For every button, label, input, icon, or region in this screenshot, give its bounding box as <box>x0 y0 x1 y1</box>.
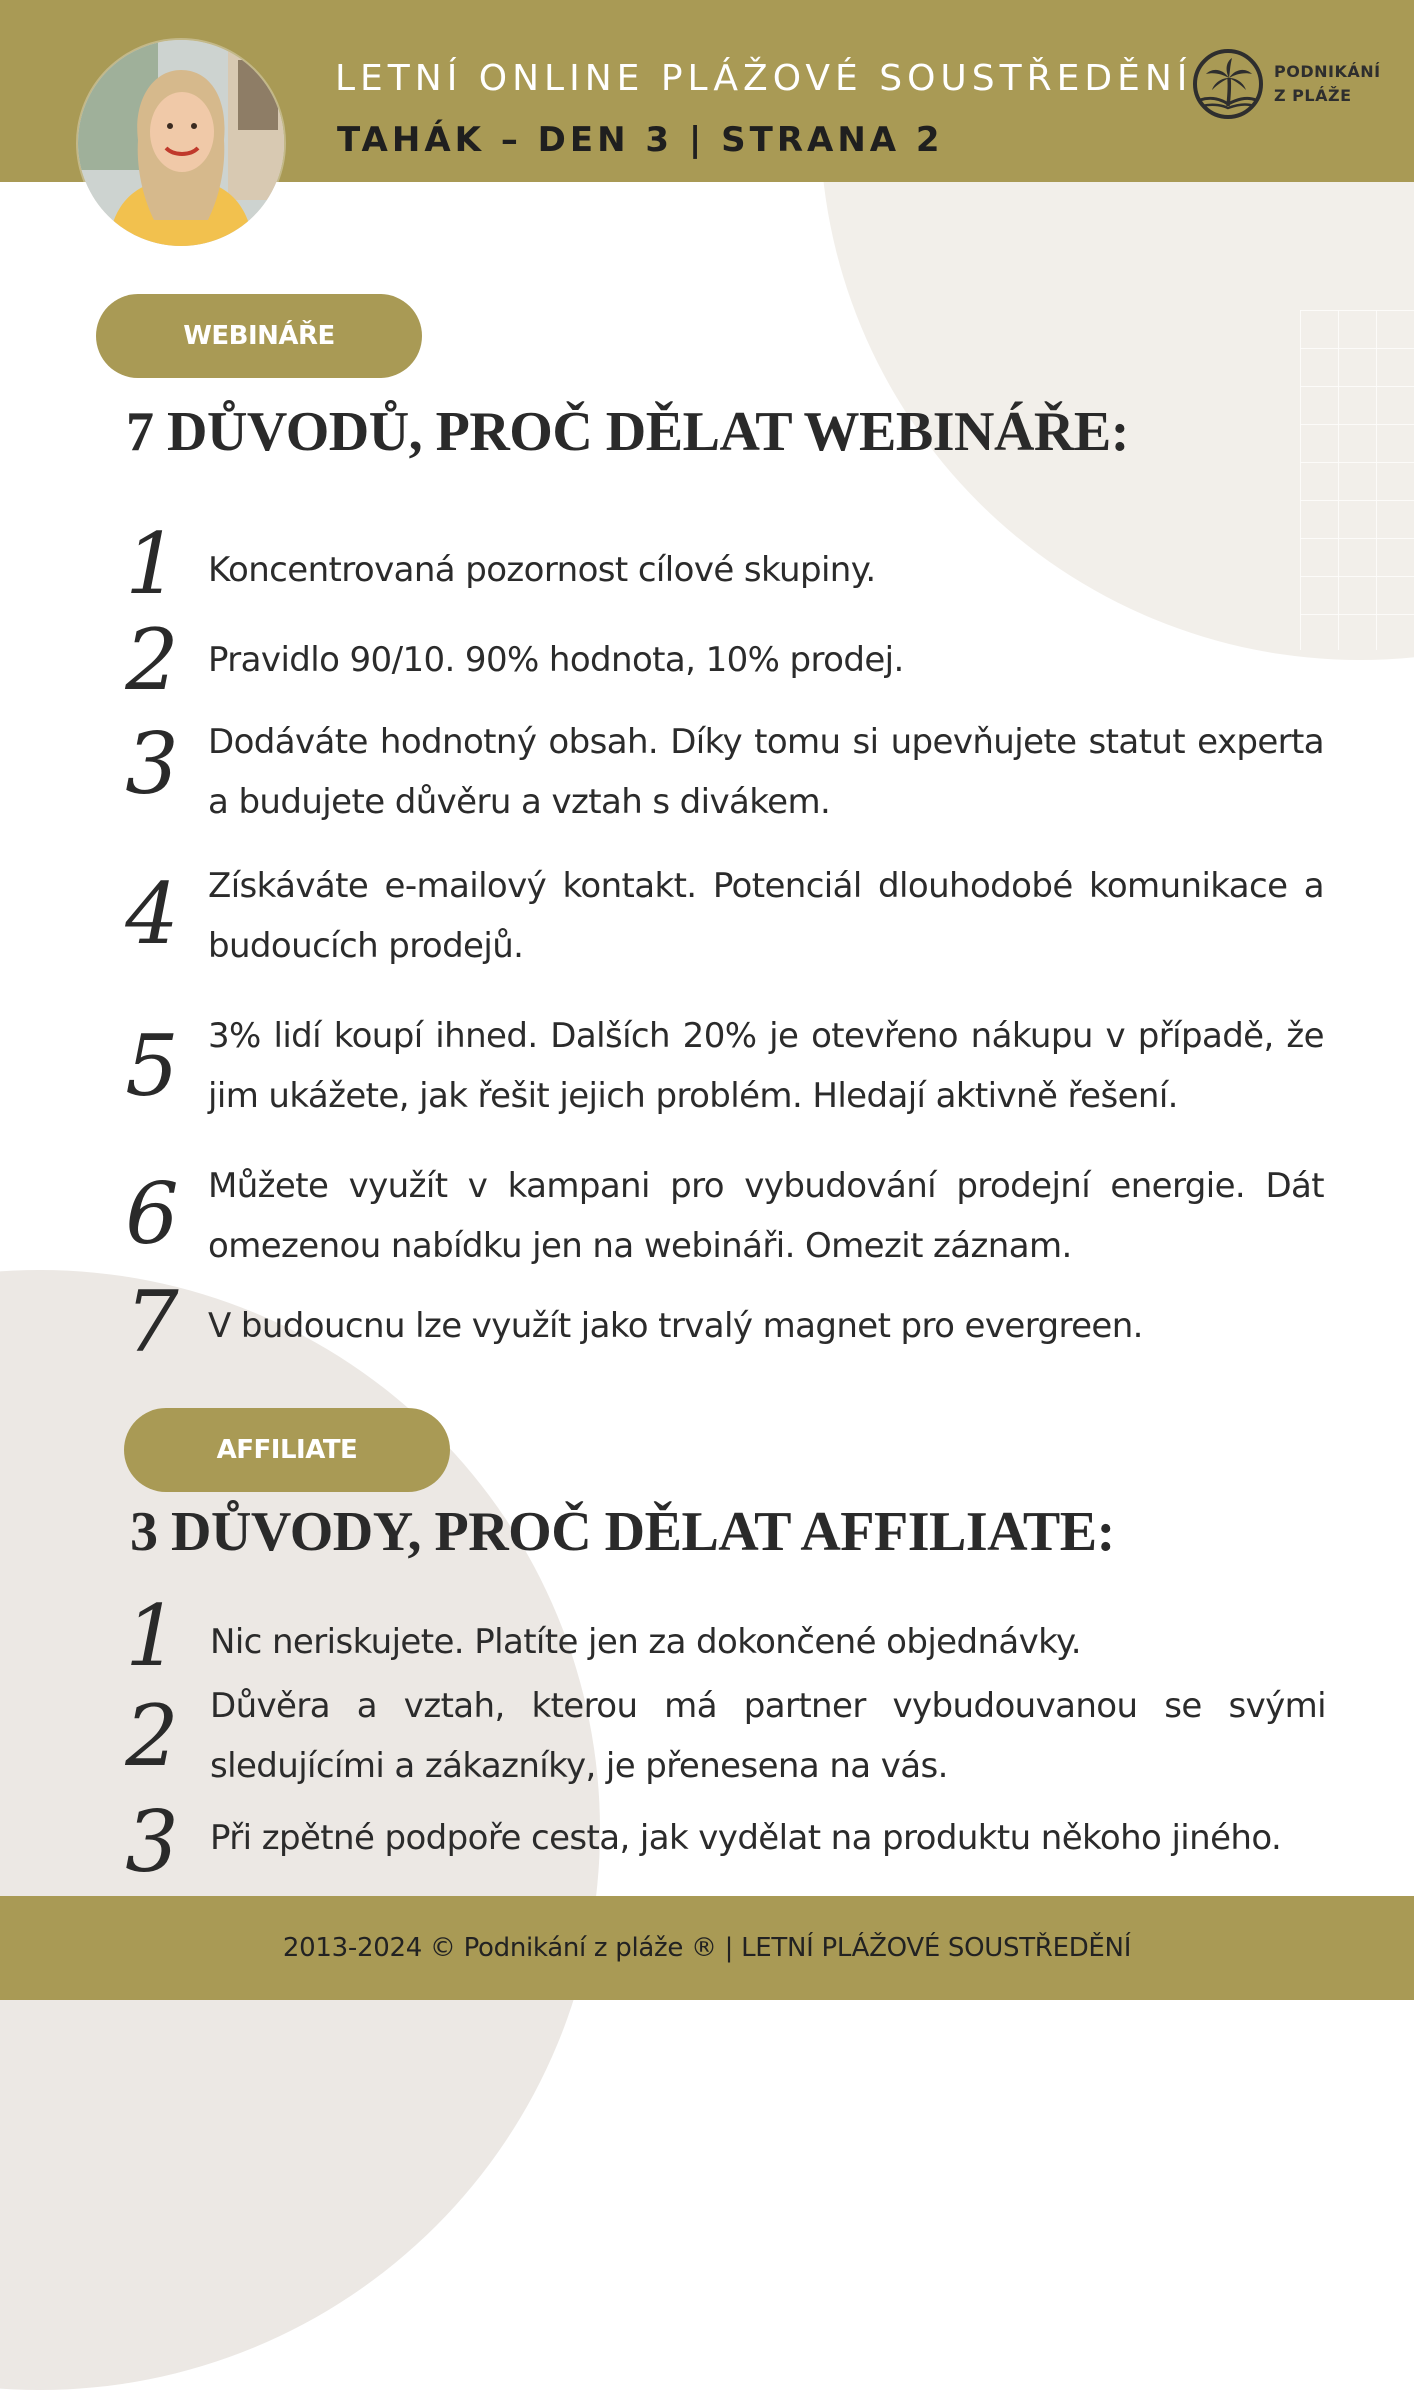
affiliate-item-2-text: Důvěra a vztah, kterou má partner vybudouvanou se svými sledujícími a zákazníky, je přenesena na vás. <box>210 1686 1326 1786</box>
portrait-photo <box>78 40 284 246</box>
webinars-item-7-text: V budoucnu lze využít jako trvalý magnet pro evergreen. <box>208 1306 1143 1346</box>
webinars-item-6-text: Můžete využít v kampani pro vybudování prodejní energie. Dát omezenou nabídku jen na webináři. Omezit záznam. <box>208 1166 1324 1266</box>
webinars-item-3-text: Dodáváte hodnotný obsah. Díky tomu si upevňujete statut experta a budujete důvěru a vztah s divákem. <box>208 722 1324 822</box>
avatar <box>78 40 284 246</box>
brand-logo <box>1192 48 1382 122</box>
webinars-item-5-number: 5 <box>125 1017 179 1115</box>
logo-text-line1: PODNIKÁNÍ <box>1274 62 1381 81</box>
webinars-item-7-number: 7 <box>125 1273 179 1371</box>
header-subtitle: TAHÁK – DEN 3 | STRANA 2 <box>337 120 944 160</box>
section-tag-webinars: WEBINÁŘE <box>96 294 422 378</box>
webinars-item-2-text: Pravidlo 90/10. 90% hodnota, 10% prodej. <box>208 640 904 680</box>
footer-copyright: 2013-2024 © Podnikání z pláže ® | LETNÍ PLÁŽOVÉ SOUSTŘEDĚNÍ <box>282 1933 1132 1963</box>
webinars-item-6-number: 6 <box>125 1165 179 1263</box>
webinars-item-1-number: 1 <box>125 515 179 613</box>
affiliate-item-1-text: Nic neriskujete. Platíte jen za dokončené objednávky. <box>210 1622 1081 1662</box>
page-footer <box>0 1896 1414 2000</box>
palm-tree-logo-icon <box>1192 48 1264 120</box>
webinars-item-4-number: 4 <box>125 865 179 963</box>
webinars-item-5-text: 3% lidí koupí ihned. Dalších 20% je otevřeno nákupu v případě, že jim ukážete, jak řešit jejich problém. Hledají aktivně řešení. <box>208 1016 1324 1116</box>
webinars-heading: 7 DŮVODŮ, PROČ DĚLAT WEBINÁŘE: <box>126 401 1129 463</box>
webinars-item-2-number: 2 <box>125 611 179 709</box>
webinars-item-4-text: Získáváte e-mailový kontakt. Potenciál dlouhodobé komunikace a budoucích prodejů. <box>208 866 1324 966</box>
affiliate-item-3-text: Při zpětné podpoře cesta, jak vydělat na produktu někoho jiného. <box>210 1818 1282 1858</box>
affiliate-heading: 3 DŮVODY, PROČ DĚLAT AFFILIATE: <box>130 1501 1115 1563</box>
webinars-item-1-text: Koncentrovaná pozornost cílové skupiny. <box>208 550 876 590</box>
webinars-item-3-number: 3 <box>125 715 179 813</box>
header-title: LETNÍ ONLINE PLÁŽOVÉ SOUSTŘEDĚNÍ <box>335 58 1193 99</box>
affiliate-item-1-number: 1 <box>125 1587 179 1685</box>
logo-text-line2: Z PLÁŽE <box>1274 86 1352 105</box>
affiliate-item-3-number: 3 <box>125 1793 179 1891</box>
affiliate-item-2-number: 2 <box>125 1687 179 1785</box>
section-tag-affiliate: AFFILIATE <box>124 1408 450 1492</box>
